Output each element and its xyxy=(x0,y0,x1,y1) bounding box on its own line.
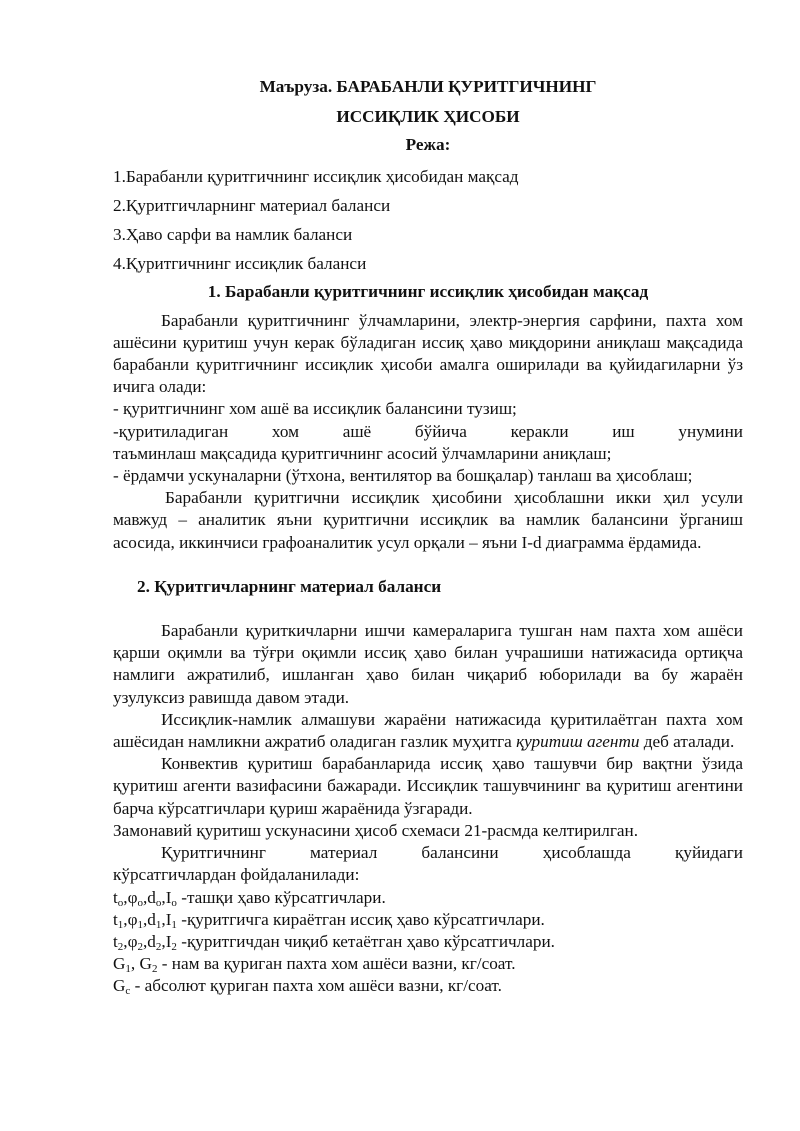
lecture-title-line2: ИССИҚЛИК ҲИСОБИ xyxy=(336,107,520,127)
plan-item: 1.Барабанли қуритгичнинг иссиқлик ҳисобидан мақсад xyxy=(113,166,519,186)
paragraph-text: Иссиқлик-намлик алмашуви жараёни натижасида қуритилаётган пахта хом ашёсидан намликни ажратиб оладиган газлик муҳитга xyxy=(113,709,743,752)
plan-item: 4.Қуритгичнинг иссиқлик баланси xyxy=(113,254,367,274)
document-content xyxy=(113,76,743,998)
variable-line: $t_2,\varphi_2,d_2,I_2$ -қуритгичдан чиқиб кетаётган ҳаво кўрсатгичлари. xyxy=(113,931,555,953)
section1-paragraph: Барабанли қуритгичнинг ўлчамларини, электр-энергия сарфини, пахта хом ашёсини қуритиш учун керак бўладиган иссиқ ҳаво миқдорини аниқлаш мақсадида барабанли қуритгичнинг иссиқлик ҳисоби амалга оширилади ва қуйидагиларни ўз ичига олади: xyxy=(113,310,743,397)
variable-line: $G_1$, $G_2$ - нам ва қуриган пахта хом ашёси вазни, кг/соат. xyxy=(113,954,516,976)
section2-title: 2. Қуритгичларнинг материал баланси xyxy=(137,576,442,596)
variable-line: $t_o,\varphi_o,d_o,I_o$ -ташқи ҳаво кўрсатгичлари. xyxy=(113,887,386,909)
plan-heading: Режа: xyxy=(405,135,451,155)
list-item: - қуритгичнинг хом ашё ва иссиқлик балансини тузиш; xyxy=(113,399,517,419)
section2-paragraph: Конвектив қуритиш барабанларида иссиқ ҳаво ташувчи бир вақтни ўзида қуритиш агенти вазифасини бажаради. Иссиқлик ташувчининг ва қуритиш агентини барча кўрсатгичлари қуриш жараёнида ўзгаради. xyxy=(113,754,743,818)
variable-line: $G_c$ - абсолют қуриган пахта хом ашёси вазни, кг/соат. xyxy=(113,976,502,998)
lecture-title-line1: Маъруза. БАРАБАНЛИ ҚУРИТГИЧНИНГ xyxy=(259,77,597,96)
paragraph-text: деб аталади. xyxy=(639,732,735,752)
list-item: -қуритиладиган хом ашё бўйича керакли иш унумини xyxy=(113,421,743,441)
plan-list xyxy=(113,166,743,276)
variable-line: $t_1,\varphi_1,d_1,I_1$ -қуритгичга кираётган иссиқ ҳаво кўрсатгичлари. xyxy=(113,909,545,931)
italic-term: қуритиш агенти xyxy=(516,732,640,752)
list-item: - ёрдамчи ускуналарни (ўтхона, вентилятор ва бошқалар) танлаш ва ҳисоблаш; xyxy=(113,466,693,486)
plan-item: 3.Ҳаво сарфи ва намлик баланси xyxy=(113,225,353,245)
section1-title: 1. Барабанли қуритгичнинг иссиқлик ҳисобидан мақсад xyxy=(207,282,649,302)
section2-paragraph-continuation: кўрсатгичлардан фойдаланилади: xyxy=(113,865,360,885)
section2-paragraph: Қуритгичнинг материал балансини ҳисоблашда қуйидаги xyxy=(161,843,743,863)
plan-item: 2.Қуритгичларнинг материал баланси xyxy=(113,195,391,215)
section1-paragraph: Барабанли қуритгични иссиқлик ҳисобини ҳисоблашни икки ҳил усули мавжуд – аналитик яъни қуритгични иссиқлик ва намлик балансини ўрганиш асосида, иккинчиси графоаналитик усул орқали – яъни I-d диаграмма ёрдамида. xyxy=(113,488,743,552)
section2-paragraph: Замонавий қуритиш ускунасини ҳисоб схемаси 21-расмда келтирилган. xyxy=(113,820,639,840)
list-item-continuation: таъминлаш мақсадида қуритгичнинг асосий ўлчамларини аниқлаш; xyxy=(113,443,612,463)
section2-paragraph xyxy=(113,709,743,753)
section2-paragraph: Барабанли қуриткичларни ишчи камераларига тушган нам пахта хом ашёси қарши оқимли ва тўғри оқимли иссиқ ҳаво билан учрашиши натижасида ортиқча намлиги ажратилиб, ишланган ҳаво билан чиқариб юборилади ва бу жараён узулуксиз равишда давом этади. xyxy=(113,621,743,707)
